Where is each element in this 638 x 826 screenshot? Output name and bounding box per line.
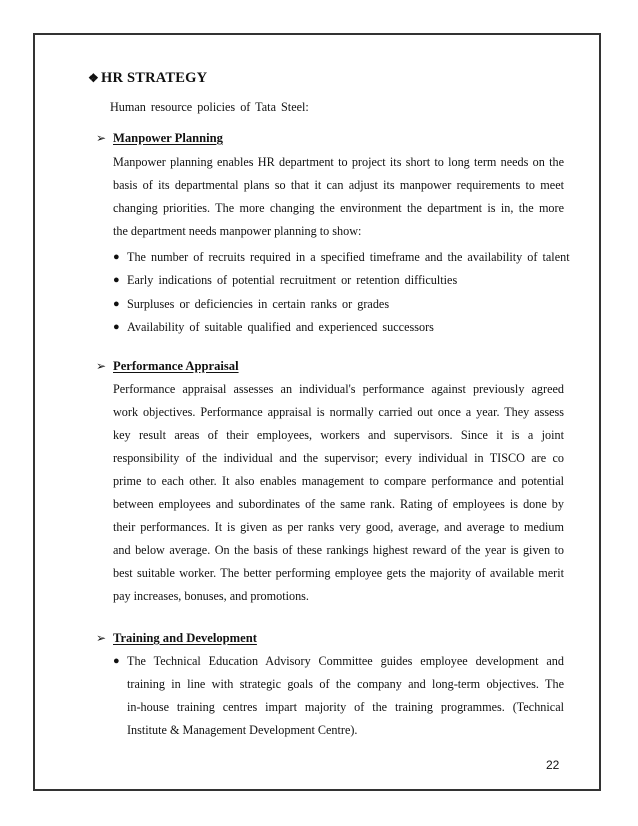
list-item: ● Availability of suitable qualified and experienced successors [113, 316, 570, 339]
appraisal-paragraph [113, 378, 564, 608]
paragraph-line: in-house training centres impart majority of the training programmes. (Technical [127, 700, 564, 714]
list-item: ● Early indications of potential recruitment or retention difficulties [113, 269, 570, 292]
heading-text: HR STRATEGY [100, 70, 208, 86]
paragraph-line: their performances. It is given as per ranks very good, average, and average to medium [113, 520, 564, 534]
intro-text: Human resource policies of Tata Steel: [110, 100, 309, 114]
bullet-dot-icon: ● [113, 297, 120, 310]
arrow-bullet-icon: ➢ [96, 631, 107, 645]
paragraph-line: pay increases, bonuses, and promotions. [113, 589, 309, 603]
paragraph-line: work objectives. Performance appraisal is normally carried out once a year. They assess [113, 405, 564, 419]
bullet-dot-icon: ● [113, 320, 120, 333]
paragraph-line: best suitable worker. The better performing employee gets the majority of available merit [113, 566, 564, 580]
list-item: ● Surpluses or deficiencies in certain ranks or grades [113, 293, 570, 316]
manpower-paragraph [113, 151, 564, 243]
bullet-dot-icon: ● [113, 251, 120, 263]
training-bullet-text [127, 650, 564, 742]
section-title-appraisal: ➢ Performance Appraisal [96, 359, 239, 373]
arrow-bullet-icon: ➢ [96, 359, 107, 373]
paragraph-line: key result areas of their employees, workers and supervisors. Since it is a joint [113, 428, 564, 442]
paragraph-line: prime to each other. It also enables management to compare performance and potential [113, 474, 564, 488]
bullet-dot-icon: ● [113, 274, 120, 287]
section-heading [88, 70, 207, 87]
paragraph-line: responsibility of the individual and the supervisor; every individual in TISCO are co [113, 451, 564, 465]
arrow-bullet-icon: ➢ [96, 131, 107, 145]
paragraph-line: Institute & Management Development Centre). [127, 723, 358, 737]
list-item: ● The number of recruits required in a specified timeframe and the availability of talent [113, 246, 570, 269]
paragraph-line: The Technical Education Advisory Committee guides employee development and [127, 654, 564, 668]
diamond-bullet-icon: ❖ [88, 71, 99, 85]
page-number: 22 [546, 758, 560, 772]
paragraph-line: Performance appraisal assesses an individual's performance against previously agreed [113, 382, 564, 396]
bullet-dot-icon: ● [113, 655, 120, 667]
paragraph-line: between employees and subordinates of the same rank. Rating of employees is done by [113, 497, 564, 511]
paragraph-line: the department needs manpower planning to show: [113, 224, 362, 238]
section-title-training: ➢ Training and Development [96, 631, 257, 645]
manpower-bullet-list [113, 246, 570, 339]
paragraph-line: and below average. On the basis of these rankings highest reward of the year is given to [113, 543, 564, 557]
section-title-manpower: ➢ Manpower Planning [96, 131, 223, 145]
paragraph-line: changing priorities. The more changing the environment the department is in, the more [113, 201, 564, 215]
paragraph-line: basis of its departmental plans so that it can adjust its manpower requirements to meet [113, 178, 564, 192]
paragraph-line: Manpower planning enables HR department to project its short to long term needs on the [113, 155, 564, 169]
paragraph-line: training in line with strategic goals of the company and long-term objectives. The [127, 677, 564, 691]
